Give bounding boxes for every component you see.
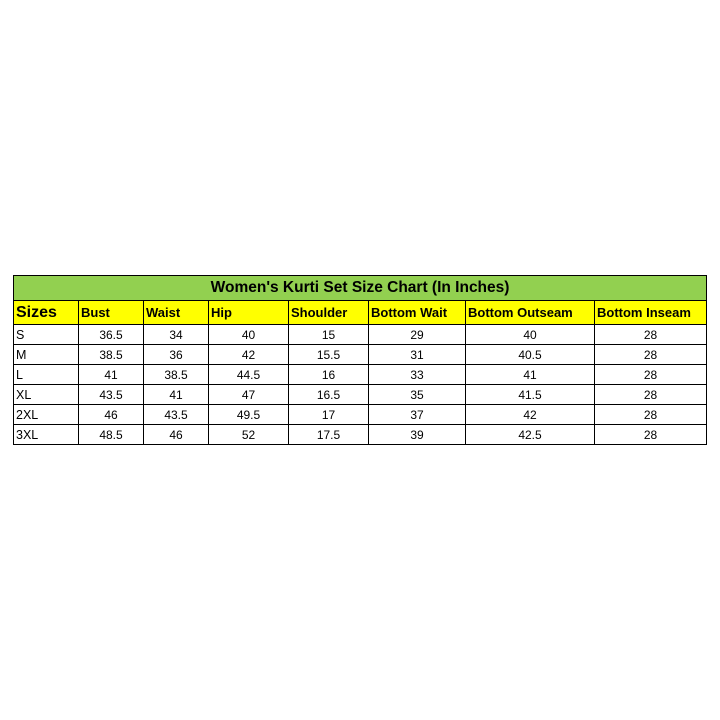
header-row	[14, 301, 707, 325]
cell-waist: 38.5	[144, 365, 209, 385]
cell-shoulder: 17.5	[289, 425, 369, 445]
header-bottom-inseam: Bottom Inseam	[595, 301, 707, 325]
cell-hip: 42	[209, 345, 289, 365]
cell-bottom-wait: 39	[369, 425, 466, 445]
cell-bust: 41	[79, 365, 144, 385]
table-title: Women's Kurti Set Size Chart (In Inches)	[14, 276, 707, 301]
table-row-xl	[14, 385, 707, 405]
size-chart-table	[13, 275, 707, 445]
cell-bust: 46	[79, 405, 144, 425]
cell-hip: 40	[209, 325, 289, 345]
table-body	[14, 325, 707, 445]
header-bottom-wait: Bottom Wait	[369, 301, 466, 325]
header-sizes: Sizes	[14, 301, 79, 325]
table-row-s	[14, 325, 707, 345]
cell-bottom-inseam: 28	[595, 405, 707, 425]
cell-size: L	[14, 365, 79, 385]
header-bottom-outseam: Bottom Outseam	[466, 301, 595, 325]
header-bust: Bust	[79, 301, 144, 325]
cell-size: S	[14, 325, 79, 345]
cell-hip: 49.5	[209, 405, 289, 425]
cell-size: M	[14, 345, 79, 365]
cell-waist: 36	[144, 345, 209, 365]
table-row-3xl	[14, 425, 707, 445]
cell-waist: 41	[144, 385, 209, 405]
table-row-m	[14, 345, 707, 365]
cell-bottom-inseam: 28	[595, 365, 707, 385]
cell-bottom-inseam: 28	[595, 425, 707, 445]
cell-bust: 48.5	[79, 425, 144, 445]
cell-bottom-wait: 33	[369, 365, 466, 385]
cell-bottom-wait: 31	[369, 345, 466, 365]
cell-hip: 44.5	[209, 365, 289, 385]
cell-bust: 43.5	[79, 385, 144, 405]
cell-bottom-outseam: 41	[466, 365, 595, 385]
table-row-2xl	[14, 405, 707, 425]
cell-shoulder: 15	[289, 325, 369, 345]
cell-shoulder: 16	[289, 365, 369, 385]
cell-size: 2XL	[14, 405, 79, 425]
cell-bottom-wait: 29	[369, 325, 466, 345]
cell-shoulder: 16.5	[289, 385, 369, 405]
cell-bottom-inseam: 28	[595, 385, 707, 405]
table-row-l	[14, 365, 707, 385]
cell-bottom-inseam: 28	[595, 345, 707, 365]
cell-shoulder: 17	[289, 405, 369, 425]
cell-waist: 46	[144, 425, 209, 445]
title-row	[14, 276, 707, 301]
cell-bottom-wait: 37	[369, 405, 466, 425]
cell-waist: 34	[144, 325, 209, 345]
cell-bottom-inseam: 28	[595, 325, 707, 345]
cell-bust: 36.5	[79, 325, 144, 345]
cell-bottom-outseam: 40.5	[466, 345, 595, 365]
cell-bottom-wait: 35	[369, 385, 466, 405]
cell-hip: 52	[209, 425, 289, 445]
header-waist: Waist	[144, 301, 209, 325]
cell-bust: 38.5	[79, 345, 144, 365]
cell-bottom-outseam: 42	[466, 405, 595, 425]
header-hip: Hip	[209, 301, 289, 325]
cell-bottom-outseam: 40	[466, 325, 595, 345]
cell-shoulder: 15.5	[289, 345, 369, 365]
cell-size: XL	[14, 385, 79, 405]
cell-bottom-outseam: 41.5	[466, 385, 595, 405]
cell-size: 3XL	[14, 425, 79, 445]
cell-hip: 47	[209, 385, 289, 405]
size-chart	[13, 275, 706, 445]
header-shoulder: Shoulder	[289, 301, 369, 325]
cell-waist: 43.5	[144, 405, 209, 425]
cell-bottom-outseam: 42.5	[466, 425, 595, 445]
